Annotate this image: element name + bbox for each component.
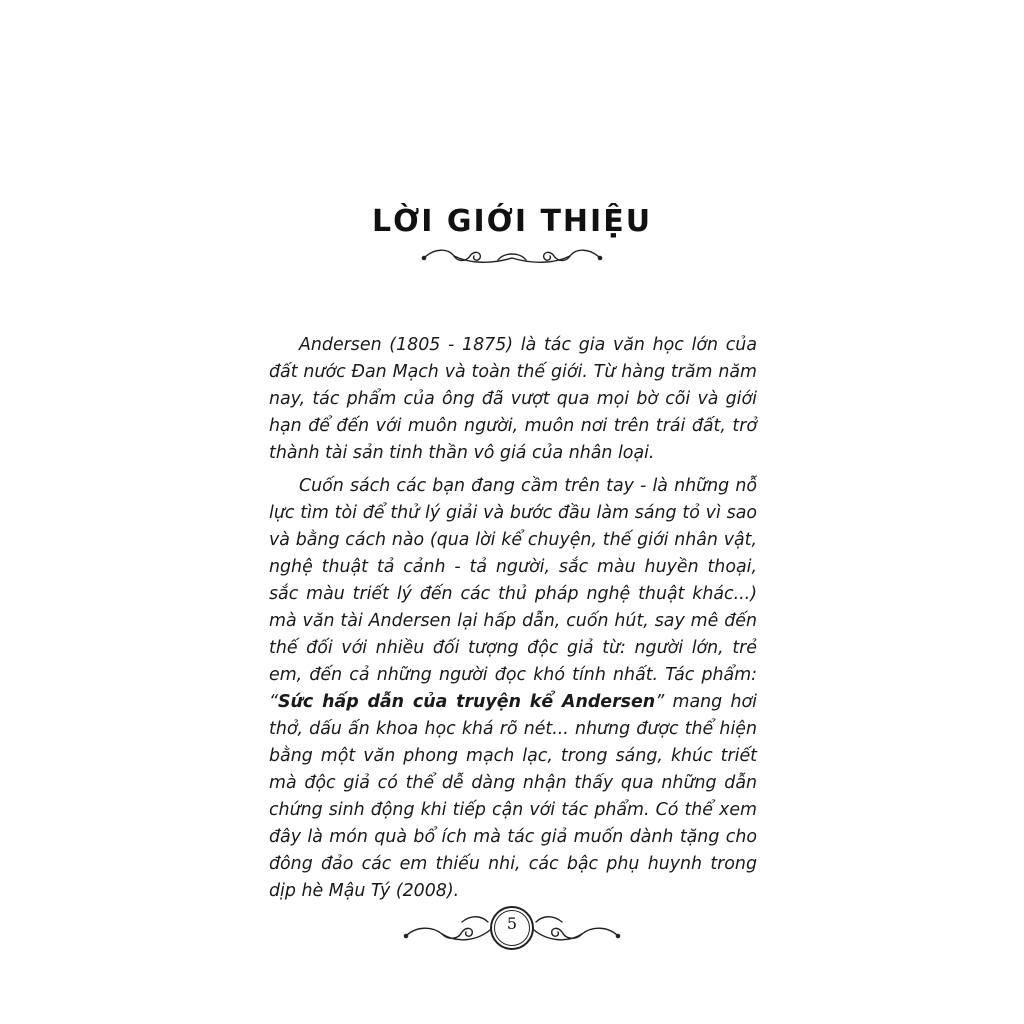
- paragraph-2-rest: ” mang hơi thở, dấu ấn khoa học khá rõ nét... nhưng được thể hiện bằng một văn phong mạch lạc, trong sáng, khúc triết mà độc giả có thể dễ dàng nhận thấy qua những dẫn chứng sinh động khi tiếp cận với tác phẩm. Có thể xem đây là món quà bổ ích mà tác giả muốn dành tặng cho đông đảo các em thiếu nhi, các bậc phụ huynh trong dịp hè Mậu Tý (2008).: [269, 692, 757, 901]
- page-title: LỜI GIỚI THIỆU: [371, 204, 653, 239]
- page-number: 5: [506, 914, 518, 933]
- title-flourish-ornament: [420, 244, 604, 268]
- intro-paragraph-1: Andersen (1805 - 1875) là tác gia văn học lớn của đất nước Đan Mạch và toàn thế giới. Từ hàng trăm năm nay, tác phẩm của ông đã vượt qua mọi bờ cõi và giới hạn để đến với muôn người, muôn nơi trên trái đất, trở thành tài sản tinh thần vô giá của nhân loại.: [269, 335, 757, 463]
- intro-paragraph-2: [269, 473, 757, 905]
- introduction-body: [269, 332, 757, 911]
- paragraph-2-lead: Cuốn sách các bạn đang cầm trên tay - là những nỗ lực tìm tòi để thử lý giải và bước đầu làm sáng tỏ vì sao và bằng cách nào (qua lời kể chuyện, thế giới nhân vật, nghệ thuật tả cảnh - tả người, sắc màu huyền thoại, sắc màu triết lý đến các thủ pháp nghệ thuật khác...) mà văn tài Andersen lại hấp dẫn, cuốn hút, say mê đến thế đối với nhiều đối tượng độc giả từ: người lớn, trẻ em, đến cả những người đọc khó tính nhất. Tác phẩm: “: [269, 476, 757, 712]
- book-title: Sức hấp dẫn của truyện kể Andersen: [278, 692, 656, 712]
